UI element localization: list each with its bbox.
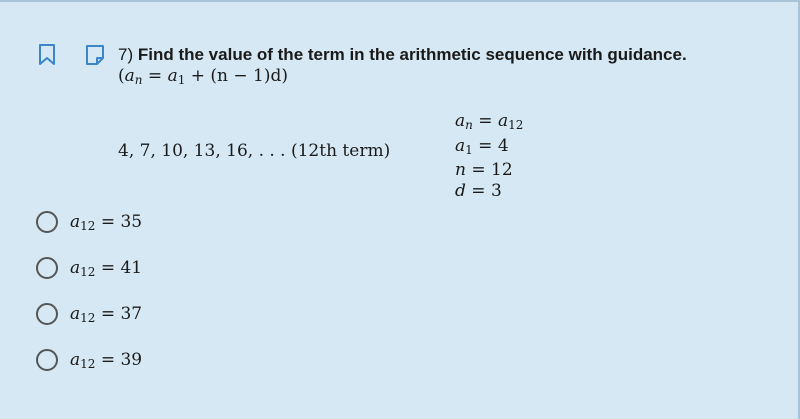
bookmark-icon[interactable] [38,44,56,66]
option-label: $a_{12} = 37$ [70,303,143,325]
sequence-text: 4, 7, 10, 13, 16, . . . (12th term) [118,141,391,161]
given-an: $a_n = a_{12}$ [455,111,524,132]
radio-button[interactable] [36,349,58,371]
note-icon[interactable] [84,44,106,66]
question-prompt: Find the value of the term in the arithmetic sequence with guidance. [137,45,687,64]
option-label: $a_{12} = 41$ [70,257,143,279]
option-1[interactable] [36,208,142,236]
formula-guidance: $(a_n = a_1 + (n - 1)d)$ [118,66,289,87]
top-border [0,0,800,2]
given-n: n = 12 [455,160,513,180]
radio-button[interactable] [36,303,58,325]
given-values [455,111,523,201]
given-d: d = 3 [455,180,502,201]
option-label: $a_{12} = 35$ [70,211,143,233]
option-2[interactable] [36,254,142,282]
radio-button[interactable] [36,257,58,279]
option-3[interactable] [36,300,142,328]
question-title [118,45,687,65]
given-a1: $a_1 = 4$ [455,135,509,157]
option-label: $a_{12} = 39$ [70,349,143,371]
question-number: 7) [118,45,134,64]
radio-button[interactable] [36,211,58,233]
option-4[interactable] [36,346,142,374]
